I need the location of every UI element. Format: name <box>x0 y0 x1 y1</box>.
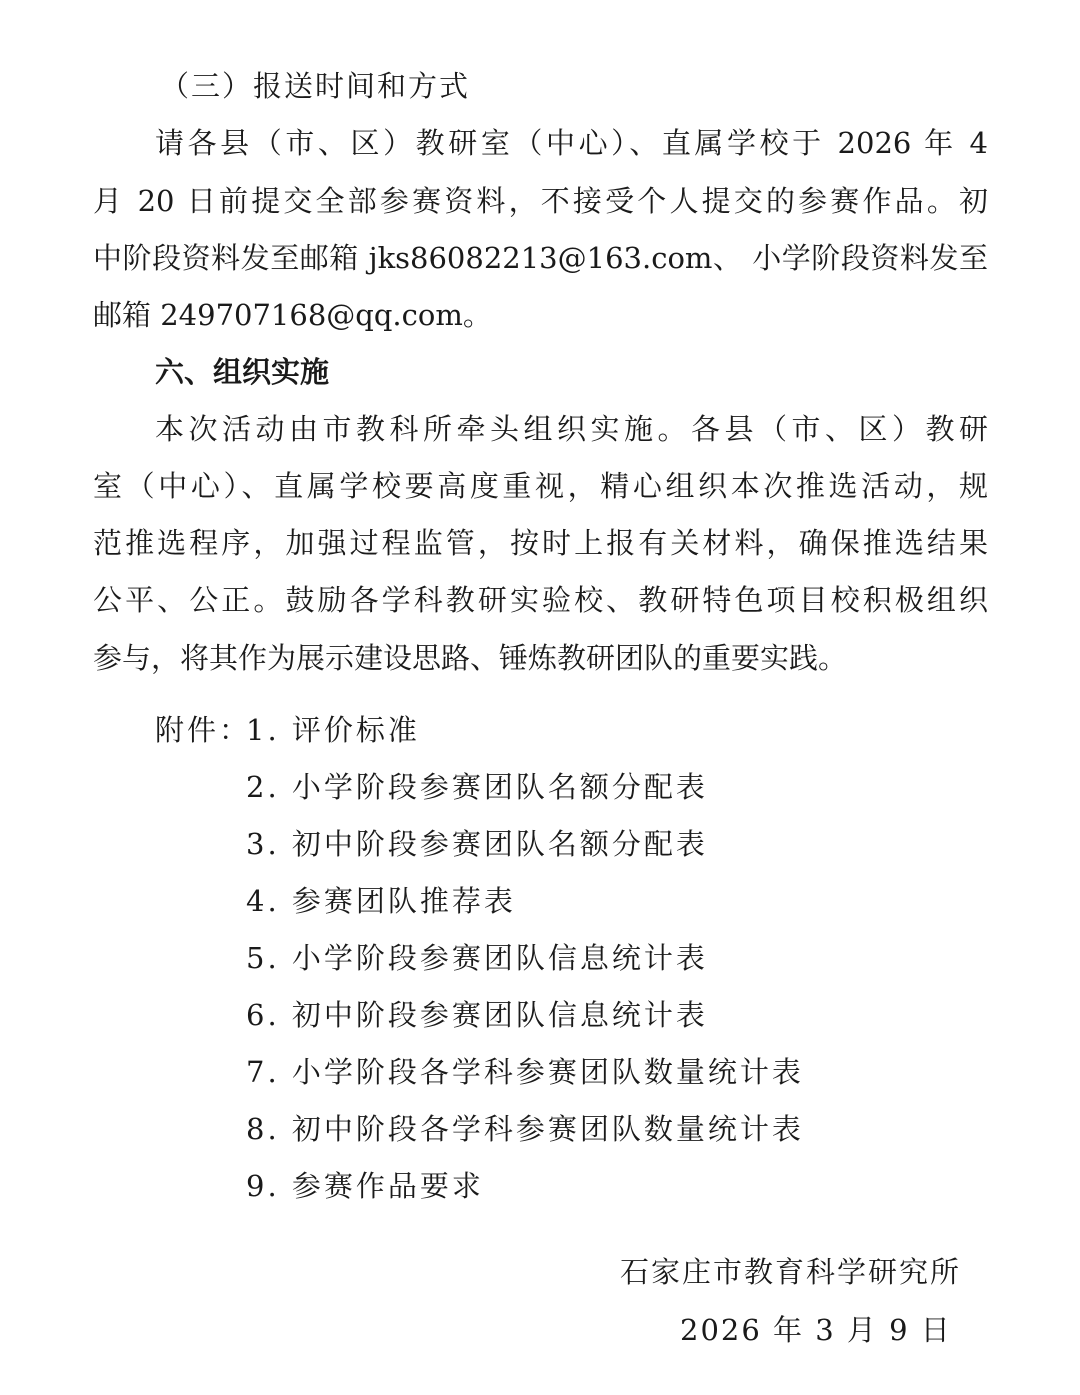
attachment-item: 3. 初中阶段参赛团队名额分配表 <box>246 827 708 861</box>
paragraph-line: 邮箱 249707168@qq.com。 <box>93 298 492 332</box>
paragraph-line: 范推选程序，加强过程监管，按时上报有关材料，确保推选结果 <box>93 526 988 560</box>
paragraph-line: 室（中心）、直属学校要高度重视，精心组织本次推选活动，规 <box>93 469 988 503</box>
paragraph-line: 本次活动由市教科所牵头组织实施。各县（市、区）教研 <box>155 412 988 446</box>
attachment-item: 5. 小学阶段参赛团队信息统计表 <box>246 941 708 975</box>
attachment-item: 1. 评价标准 <box>246 713 420 747</box>
signature-org: 石家庄市教育科学研究所 <box>620 1255 962 1289</box>
paragraph-line: 中阶段资料发至邮箱 jks86082213@163.com、 小学阶段资料发至 <box>93 241 988 275</box>
paragraph-line: 参与，将其作为展示建设思路、锤炼教研团队的重要实践。 <box>93 641 848 675</box>
paragraph-line: 请各县（市、区）教研室（中心）、直属学校于 2026 年 4 <box>155 126 988 160</box>
signature-date: 2026 年 3 月 9 日 <box>680 1313 952 1347</box>
section3-heading: （三）报送时间和方式 <box>160 69 471 103</box>
attachment-item: 7. 小学阶段各学科参赛团队数量统计表 <box>246 1055 804 1089</box>
section6-heading: 六、组织实施 <box>155 355 330 389</box>
attachment-item: 8. 初中阶段各学科参赛团队数量统计表 <box>246 1112 804 1146</box>
paragraph-line: 月 20 日前提交全部参赛资料，不接受个人提交的参赛作品。初 <box>93 184 988 218</box>
attachment-item: 6. 初中阶段参赛团队信息统计表 <box>246 998 708 1032</box>
attachment-item: 2. 小学阶段参赛团队名额分配表 <box>246 770 708 804</box>
attachment-item: 9. 参赛作品要求 <box>246 1169 484 1203</box>
paragraph-line: 公平、公正。鼓励各学科教研实验校、教研特色项目校积极组织 <box>93 583 988 617</box>
attachments-label: 附件： <box>155 713 252 747</box>
attachment-item: 4. 参赛团队推荐表 <box>246 884 516 918</box>
